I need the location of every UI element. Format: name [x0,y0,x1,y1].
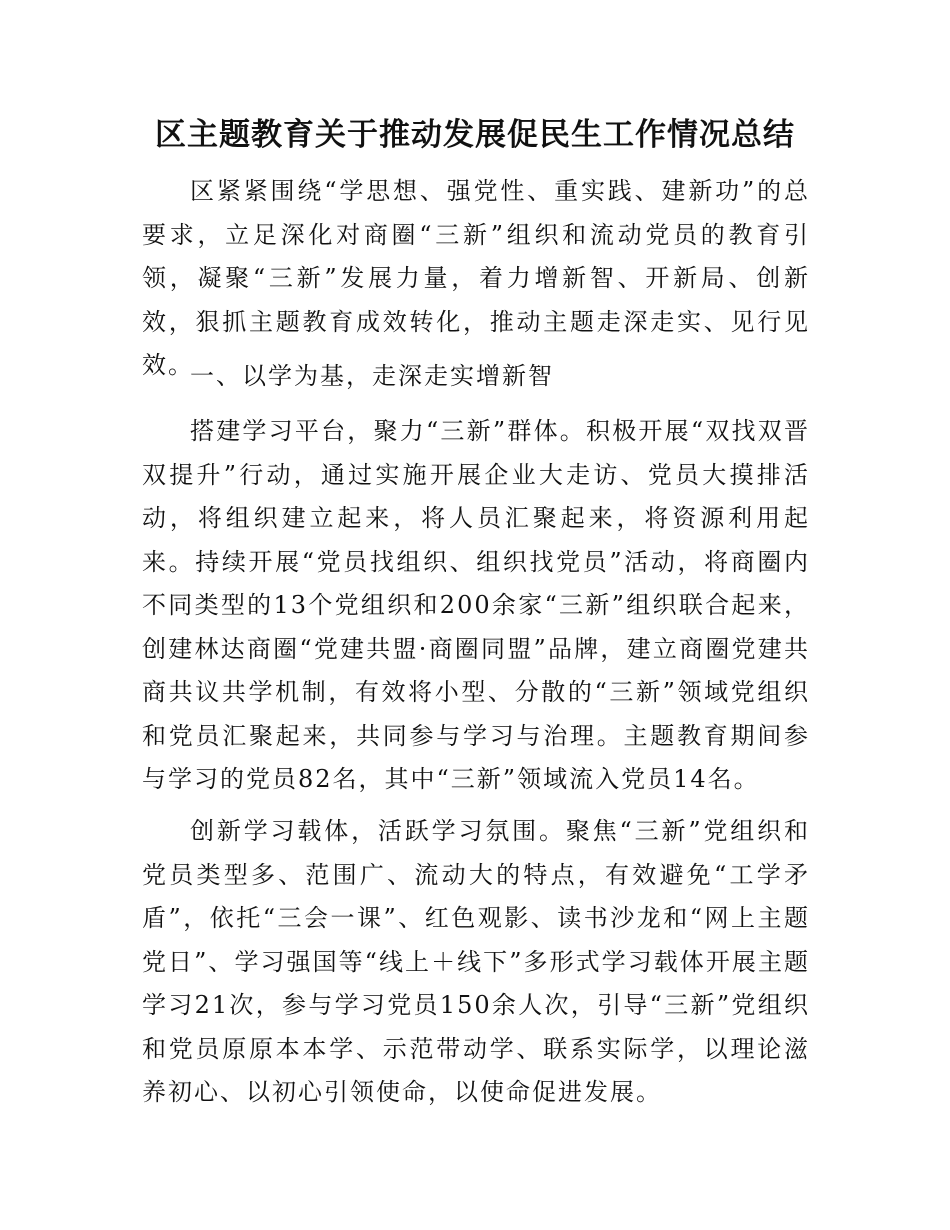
section-1-heading: 一、以学为基，走深走实增新智 [190,362,554,390]
paragraph-learning-platform: 搭建学习平台，聚力“三新”群体。积极开展“双找双晋双提升”行动，通过实施开展企业大走访、党员大摸排活动，将组织建立起来，将人员汇聚起来，将资源利用起来。持续开展“党员找组织、组织找党员”活动，将商圈内不同类型的13个党组织和200余家“三新”组织联合起来，创建林达商圈“党建共盟·商圈同盟”品牌，建立商圈党建共商共议共学机制，有效将小型、分散的“三新”领域党组织和党员汇聚起来，共同参与学习与治理。主题教育期间参与学习的党员82名，其中“三新”领域流入党员14名。 [142,417,810,793]
paragraph-learning-carrier: 创新学习载体，活跃学习氛围。聚焦“三新”党组织和党员类型多、范围广、流动大的特点，有效避免“工学矛盾”，依托“三会一课”、红色观影、读书沙龙和“网上主题党日”、学习强国等“线上＋线下”多形式学习载体开展主题学习21次，参与学习党员150余人次，引导“三新”党组织和党员原原本本学、示范带动学、联系实际学，以理论滋养初心、以初心引领使命，以使命促进发展。 [142,817,810,1106]
document-title: 区主题教育关于推动发展促民生工作情况总结 [155,117,795,153]
intro-paragraph: 区紧紧围绕“学思想、强党性、重实践、建新功”的总要求，立足深化对商圈“三新”组织和流动党员的教育引领，凝聚“三新”发展力量，着力增新智、开新局、创新效，狠抓主题教育成效转化，推动主题走深走实、见行见效。 [142,177,810,379]
